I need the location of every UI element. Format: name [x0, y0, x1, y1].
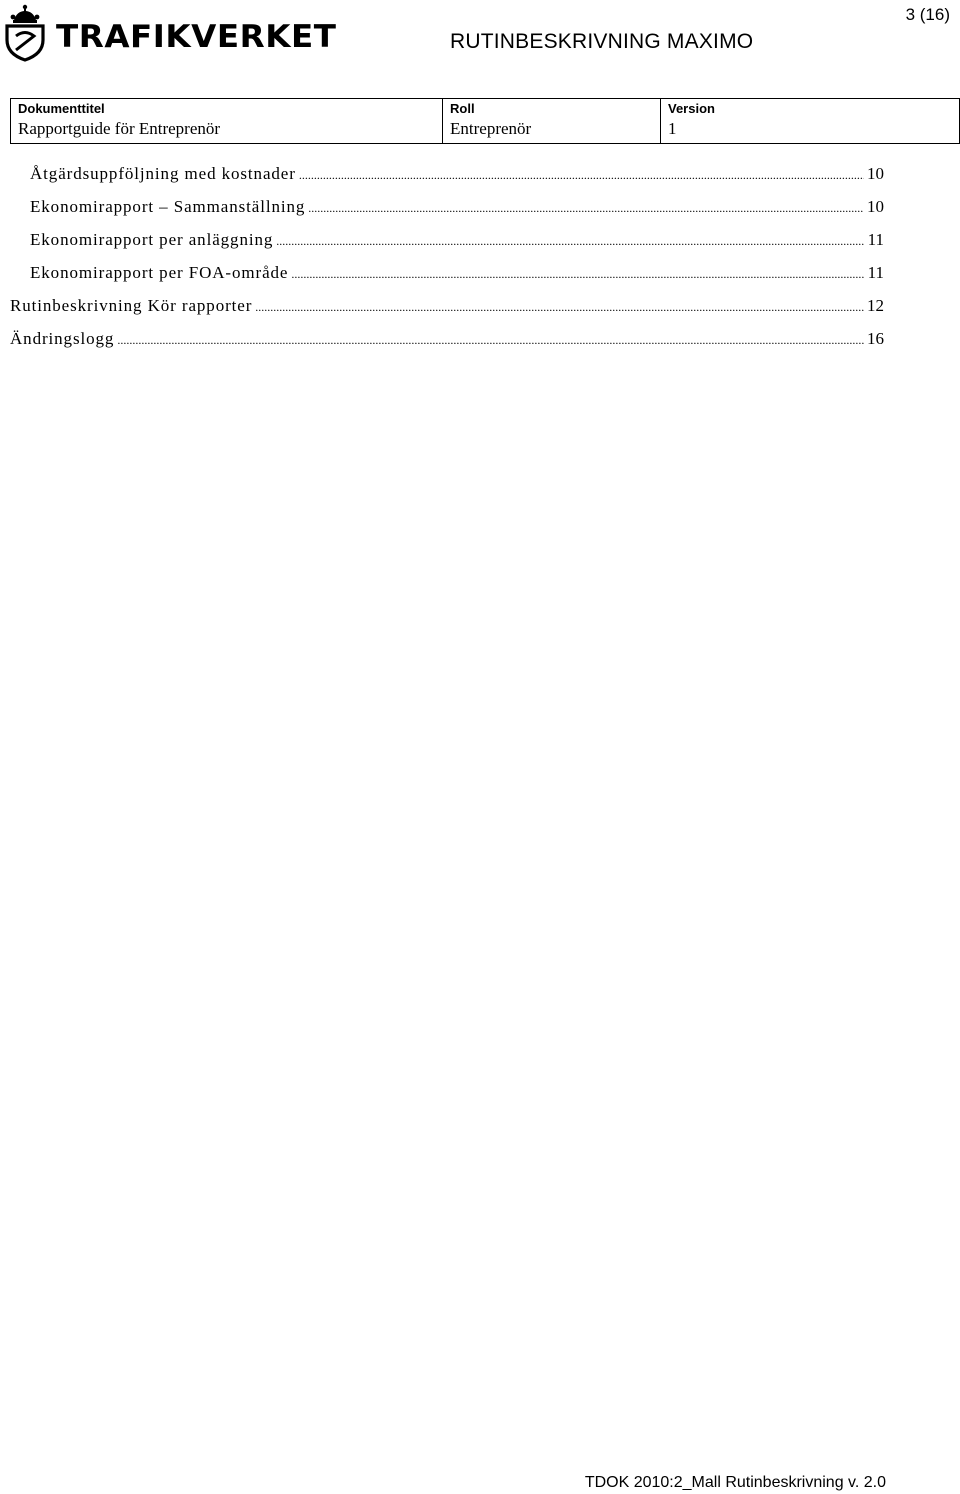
toc-entry-page: 16	[867, 329, 884, 348]
toc-leader	[308, 201, 864, 216]
toc-entry[interactable]	[10, 296, 884, 329]
role-label: Roll	[450, 101, 475, 116]
toc-leader	[291, 267, 864, 282]
crown-icon	[4, 4, 46, 62]
document-heading: RUTINBESKRIVNING MAXIMO	[450, 30, 754, 53]
toc-entry[interactable]	[30, 263, 884, 296]
title-cell	[11, 99, 443, 144]
toc-entry[interactable]	[30, 230, 884, 263]
toc-leader	[255, 300, 864, 315]
title-value: Rapportguide för Entreprenör	[18, 119, 221, 138]
toc-entry-title: Åtgärdsuppföljning med kostnader	[30, 164, 296, 183]
toc-leader	[299, 168, 864, 183]
version-value: 1	[668, 119, 677, 138]
footer-template-id: TDOK 2010:2_Mall Rutinbeskrivning v. 2.0	[584, 1474, 886, 1491]
toc-entry-title: Ekonomirapport – Sammanställning	[30, 197, 306, 216]
page-number: 3 (16)	[905, 5, 950, 24]
toc-entry-page: 10	[867, 197, 884, 216]
toc-entry[interactable]	[10, 329, 884, 362]
toc-entry-title: Ekonomirapport per FOA-område	[30, 263, 289, 282]
document-info-table	[10, 98, 960, 144]
toc-entry[interactable]	[30, 164, 884, 197]
role-value: Entreprenör	[450, 119, 532, 138]
trafikverket-logo	[4, 4, 337, 62]
toc-leader	[117, 333, 864, 348]
toc-leader	[276, 234, 864, 249]
role-cell	[443, 99, 661, 144]
title-label: Dokumenttitel	[18, 101, 105, 116]
toc-entry-page: 11	[867, 263, 884, 282]
toc-entry-page: 10	[867, 164, 884, 183]
toc-entry-title: Rutinbeskrivning Kör rapporter	[10, 296, 253, 315]
logo-wordmark: TRAFIKVERKET	[56, 19, 337, 55]
toc-entry-title: Ändringslogg	[10, 329, 115, 348]
toc-entry[interactable]	[30, 197, 884, 230]
toc-entry-page: 12	[867, 296, 884, 315]
toc-entry-title: Ekonomirapport per anläggning	[30, 230, 274, 249]
version-label: Version	[668, 101, 715, 116]
version-cell	[661, 99, 960, 144]
toc-entry-page: 11	[867, 230, 884, 249]
